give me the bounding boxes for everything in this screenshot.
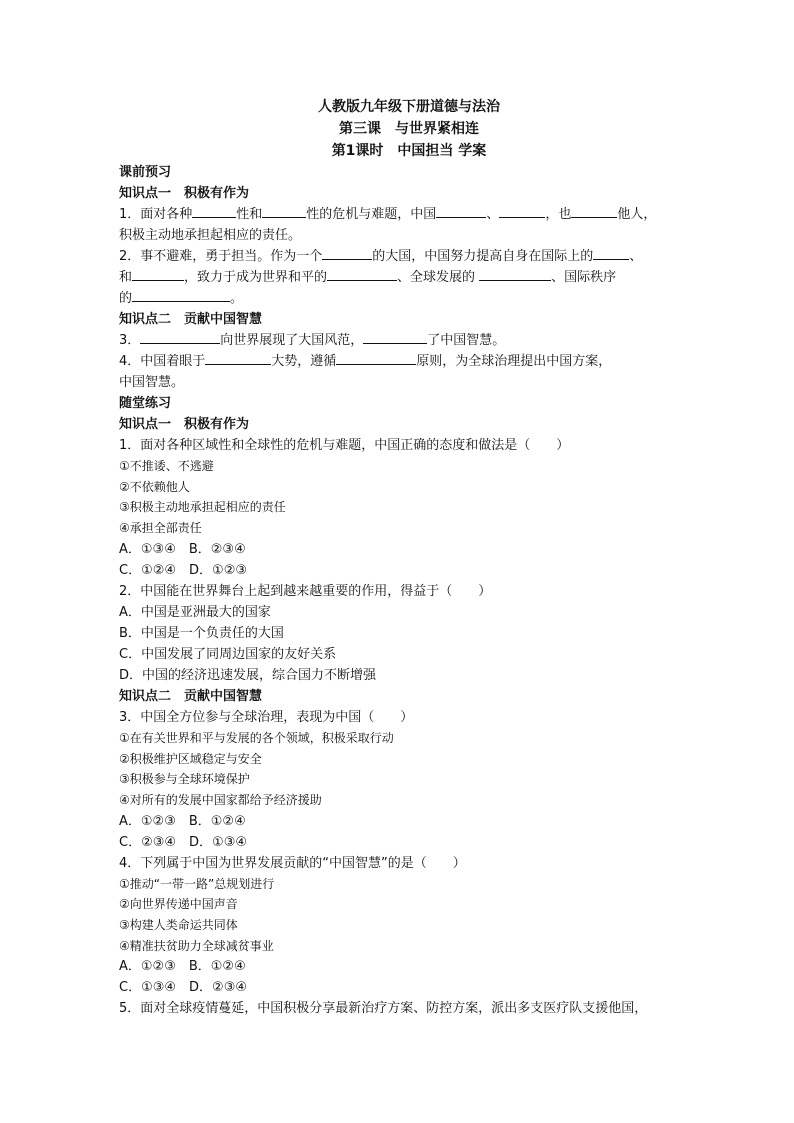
fill-blank[interactable]: [205, 351, 271, 365]
fill-blank[interactable]: [327, 267, 397, 281]
fill-blank[interactable]: [593, 246, 629, 260]
option-item: ②不依赖他人: [119, 479, 190, 494]
lesson-title: 第三课 与世界紧相连: [339, 121, 479, 137]
answer-choices-ab: A．①③④ B．②③④: [119, 541, 246, 557]
section-practice-heading: 随堂练习: [119, 396, 172, 411]
preview-question-2: 2．事不避难，勇于担当。作为一个 的大国，中国努力提高自身在国际上的 、: [119, 246, 679, 267]
fill-blank[interactable]: [499, 204, 545, 218]
answer-choices-ab: A．①②③ B．①②④: [119, 959, 246, 975]
section-preview-heading: 课前预习: [119, 165, 172, 180]
preview-question-2-cont: 和 ，致力于成为世界和平的 、全球发展的 、国际秩序: [119, 267, 679, 288]
answer-choice-c: C．中国发展了同周边国家的友好关系: [119, 646, 337, 662]
practice-question-1: 1．面对各种区域性和全球性的危机与难题，中国正确的态度和做法是（ ）: [119, 438, 570, 453]
fill-blank[interactable]: [571, 204, 617, 218]
answer-choices-ab: A．①②③ B．①②④: [119, 813, 246, 829]
option-item: ①在有关世界和平与发展的各个领域，积极采取行动: [119, 730, 394, 745]
preview-question-4: 4．中国着眼于 大势，遵循 原则，为全球治理提出中国方案，: [119, 351, 679, 372]
preview-question-1-cont: 积极主动地承担起相应的责任。: [119, 228, 302, 243]
preview-kp1-heading: 知识点一 积极有作为: [119, 186, 250, 201]
fill-blank[interactable]: [336, 351, 416, 365]
option-item: ①不推诿、不逃避: [119, 459, 214, 473]
option-item: ④承担全部责任: [119, 521, 202, 536]
practice-kp2-heading: 知识点二 贡献中国智慧: [119, 688, 263, 704]
preview-question-1: 1．面对各种 性和 性的危机与难题，中国 、 ，也 他人，: [119, 204, 679, 225]
option-item: ③积极主动地承担起相应的责任: [119, 500, 286, 515]
fill-blank[interactable]: [132, 267, 184, 281]
fill-blank[interactable]: [132, 288, 230, 302]
practice-question-4: 4．下列属于中国为世界发展贡献的“中国智慧”的是（ ）: [119, 855, 466, 871]
fill-blank[interactable]: [140, 330, 220, 344]
option-item: ④对所有的发展中国家都给予经济援助: [119, 792, 322, 807]
option-item: ②向世界传递中国声音: [119, 897, 238, 912]
preview-kp2-heading: 知识点二 贡献中国智慧: [119, 312, 263, 327]
worksheet-page: [119, 96, 679, 1019]
answer-choices-cd: C．①③④ D．②③④: [119, 980, 248, 996]
session-title: 第1课时 中国担当 学案: [331, 143, 487, 159]
preview-question-4-cont: 中国智慧。: [119, 375, 185, 390]
fill-blank[interactable]: [262, 204, 306, 218]
option-item: ③构建人类命运共同体: [119, 918, 238, 933]
option-item: ③积极参与全球环境保护: [119, 772, 250, 787]
fill-blank[interactable]: [322, 246, 372, 260]
preview-question-3: 3． 向世界展现了大国风范， 了中国智慧。: [119, 330, 679, 351]
fill-blank[interactable]: [436, 204, 486, 218]
practice-kp1-heading: 知识点一 积极有作为: [119, 417, 250, 432]
fill-blank[interactable]: [192, 204, 236, 218]
answer-choice-d: D．中国的经济迅速发展，综合国力不断增强: [119, 667, 377, 683]
answer-choices-cd: C．②③④ D．①③④: [119, 834, 248, 850]
option-item: ④精准扶贫助力全球减贫事业: [119, 938, 274, 953]
practice-question-2: 2．中国能在世界舞台上起到越来越重要的作用，得益于（ ）: [119, 583, 492, 599]
preview-question-2-end: 的 。: [119, 288, 679, 309]
document-header: [139, 96, 679, 162]
fill-blank[interactable]: [363, 330, 427, 344]
fill-blank[interactable]: [479, 267, 551, 281]
practice-question-3: 3．中国全方位参与全球治理，表现为中国（ ）: [119, 709, 414, 725]
answer-choices-cd: C．①②④ D．①②③: [119, 562, 248, 578]
practice-question-5: 5．面对全球疫情蔓延，中国积极分享最新治疗方案、防控方案，派出多支医疗队支援他国，: [119, 1001, 648, 1017]
document-title: 人教版九年级下册道德与法治: [318, 99, 500, 115]
option-item: ②积极维护区域稳定与安全: [119, 751, 262, 766]
answer-choice-b: B．中国是一个负责任的大国: [119, 625, 284, 641]
answer-choice-a: A．中国是亚洲最大的国家: [119, 604, 271, 620]
option-item: ①推动“一带一路”总规划进行: [119, 876, 275, 891]
